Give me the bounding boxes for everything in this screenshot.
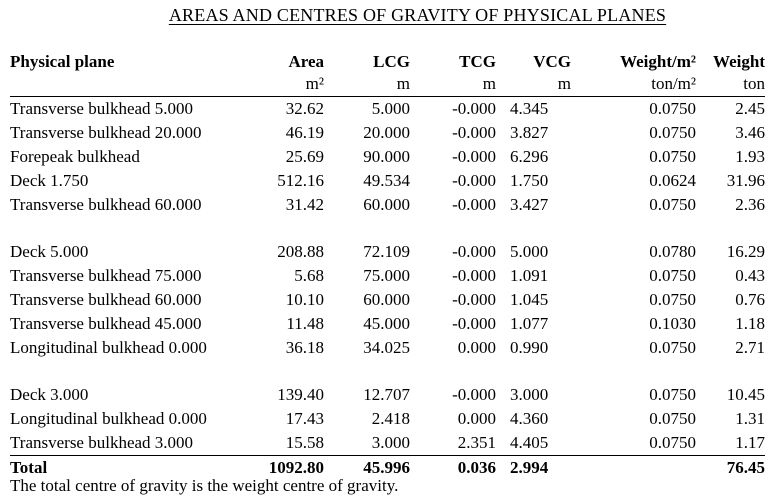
cell-plane: Transverse bulkhead 75.000 (10, 266, 202, 285)
cell-plane: Longitudinal bulkhead 0.000 (10, 338, 207, 357)
cell-plane: Transverse bulkhead 5.000 (10, 99, 194, 118)
header-weight: Weight (713, 52, 765, 71)
cell-vcg: 1.045 (510, 290, 549, 309)
header-lcg: LCG (373, 52, 410, 71)
cell-weight-per-m2: 0.0750 (649, 195, 696, 214)
cell-area: 15.58 (255, 431, 324, 456)
cell-vcg: 4.360 (510, 409, 549, 428)
cell-area: 139.40 (277, 385, 324, 404)
cell-lcg: 3.000 (324, 431, 410, 456)
total-lcg: 45.996 (363, 458, 410, 477)
cell-lcg: 34.025 (363, 338, 410, 357)
cell-weight-per-m2: 0.0750 (649, 290, 696, 309)
cell-weight-per-m2: 0.0750 (649, 147, 696, 166)
cell-lcg: 75.000 (363, 266, 410, 285)
table-row (10, 193, 765, 217)
cell-weight-per-m2: 0.0624 (649, 171, 696, 190)
cell-weight: 3.46 (735, 123, 765, 142)
cell-vcg: 3.000 (510, 385, 549, 404)
unit-lcg: m (324, 74, 410, 97)
cell-plane: Forepeak bulkhead (10, 147, 140, 166)
cell-weight-per-m2: 0.0750 (649, 123, 696, 142)
cell-lcg: 5.000 (371, 99, 410, 118)
table-row (10, 312, 765, 336)
units-row (10, 74, 765, 97)
cell-lcg: 49.534 (363, 171, 410, 190)
table-row (10, 383, 765, 407)
cell-vcg: 4.405 (496, 431, 571, 456)
document-title: AREAS AND CENTRES OF GRAVITY OF PHYSICAL PLANES (168, 5, 667, 25)
cell-tcg: -0.000 (452, 314, 496, 333)
cell-vcg: 6.296 (510, 147, 549, 166)
planes-table (10, 50, 765, 480)
cell-plane: Transverse bulkhead 3.000 (10, 431, 255, 456)
cell-area: 17.43 (285, 409, 324, 428)
cell-lcg: 2.418 (371, 409, 410, 428)
cell-plane: Deck 3.000 (10, 385, 89, 404)
table-row (10, 288, 765, 312)
cell-weight-per-m2: 0.0750 (649, 266, 696, 285)
cell-area: 208.88 (277, 242, 324, 261)
cell-vcg: 1.750 (510, 171, 549, 190)
cell-tcg: -0.000 (452, 290, 496, 309)
cell-plane: Transverse bulkhead 60.000 (10, 290, 202, 309)
cell-vcg: 4.345 (510, 99, 549, 118)
cell-vcg: 5.000 (510, 242, 549, 261)
header-area: Area (288, 52, 324, 71)
cell-weight: 1.31 (735, 409, 765, 428)
cell-plane: Transverse bulkhead 20.000 (10, 123, 202, 142)
table-row (10, 145, 765, 169)
table-row (10, 169, 765, 193)
cell-weight: 2.36 (735, 195, 765, 214)
cell-weight: 10.45 (726, 385, 765, 404)
unit-tcg: m (410, 74, 496, 97)
cell-plane: Deck 5.000 (10, 242, 89, 261)
header-tcg: TCG (459, 52, 496, 71)
table-row (10, 240, 765, 264)
table-body (10, 97, 765, 481)
cell-tcg: -0.000 (452, 171, 496, 190)
footnote: The total centre of gravity is the weight centre of gravity. (10, 476, 399, 495)
header-vcg: VCG (533, 52, 571, 71)
cell-tcg: -0.000 (452, 266, 496, 285)
cell-tcg: -0.000 (452, 123, 496, 142)
cell-tcg: 0.000 (457, 338, 496, 357)
cell-weight: 1.93 (735, 147, 765, 166)
cell-weight-per-m2: 0.0750 (571, 431, 696, 456)
unit-area: m² (255, 74, 324, 97)
unit-weight: ton (696, 74, 765, 97)
cell-area: 11.48 (286, 314, 324, 333)
cell-weight: 2.45 (735, 99, 765, 118)
cell-weight: 2.71 (735, 338, 765, 357)
cell-area: 31.42 (285, 195, 324, 214)
total-weight: 76.45 (726, 458, 765, 477)
cell-area: 25.69 (285, 147, 324, 166)
cell-area: 5.68 (294, 266, 324, 285)
total-plane: Total (10, 458, 48, 477)
cell-tcg: 2.351 (410, 431, 496, 456)
total-area: 1092.80 (268, 458, 324, 477)
cell-weight: 0.76 (735, 290, 765, 309)
spacer-cell (10, 217, 765, 240)
unit-vcg: m (496, 74, 571, 97)
table-row (10, 407, 765, 431)
header-row (10, 50, 765, 74)
cell-weight: 31.96 (726, 171, 765, 190)
cell-lcg: 12.707 (363, 385, 410, 404)
cell-area: 36.18 (285, 338, 324, 357)
cell-weight-per-m2: 0.0750 (649, 338, 696, 357)
cell-lcg: 60.000 (363, 195, 410, 214)
header-weight-per-m2: Weight/m² (620, 52, 696, 71)
cell-weight: 16.29 (726, 242, 765, 261)
cell-weight-per-m2: 0.0780 (649, 242, 696, 261)
cell-weight-per-m2: 0.0750 (649, 385, 696, 404)
cell-weight-per-m2: 0.1030 (649, 314, 696, 333)
cell-tcg: -0.000 (452, 385, 496, 404)
cell-lcg: 60.000 (363, 290, 410, 309)
cell-tcg: -0.000 (452, 99, 496, 118)
cell-plane: Transverse bulkhead 60.000 (10, 195, 202, 214)
total-vcg: 2.994 (510, 458, 549, 477)
cell-weight-per-m2: 0.0750 (649, 99, 696, 118)
cell-vcg: 1.077 (510, 314, 549, 333)
cell-weight: 1.17 (696, 431, 765, 456)
cell-area: 10.10 (285, 290, 324, 309)
cell-lcg: 20.000 (363, 123, 410, 142)
table-row (10, 336, 765, 360)
cell-area: 46.19 (285, 123, 324, 142)
cell-weight-per-m2: 0.0750 (649, 409, 696, 428)
cell-plane: Longitudinal bulkhead 0.000 (10, 409, 207, 428)
unit-weight-per-m2: ton/m² (571, 74, 696, 97)
cell-lcg: 72.109 (363, 242, 410, 261)
cell-weight: 1.18 (735, 314, 765, 333)
cell-plane: Transverse bulkhead 45.000 (10, 314, 202, 333)
cell-vcg: 1.091 (510, 266, 549, 285)
cell-tcg: 0.000 (457, 409, 496, 428)
cell-tcg: -0.000 (452, 242, 496, 261)
cell-lcg: 90.000 (363, 147, 410, 166)
header-physical-plane: Physical plane (10, 52, 115, 71)
table-row (10, 264, 765, 288)
cell-vcg: 0.990 (510, 338, 549, 357)
group-spacer (10, 217, 765, 240)
cell-tcg: -0.000 (452, 195, 496, 214)
total-tcg: 0.036 (457, 458, 496, 477)
cell-vcg: 3.827 (510, 123, 549, 142)
group-spacer (10, 360, 765, 383)
spacer-cell (10, 360, 765, 383)
cell-lcg: 45.000 (363, 314, 410, 333)
cell-area: 32.62 (285, 99, 324, 118)
unit-physical-plane (10, 74, 255, 97)
cell-tcg: -0.000 (452, 147, 496, 166)
cell-area: 512.16 (277, 171, 324, 190)
cell-vcg: 3.427 (510, 195, 549, 214)
table-row (10, 431, 765, 456)
cell-weight: 0.43 (735, 266, 765, 285)
table-row (10, 121, 765, 145)
total-weight-per-m2 (571, 456, 696, 481)
cell-plane: Deck 1.750 (10, 171, 89, 190)
table-row (10, 97, 765, 122)
